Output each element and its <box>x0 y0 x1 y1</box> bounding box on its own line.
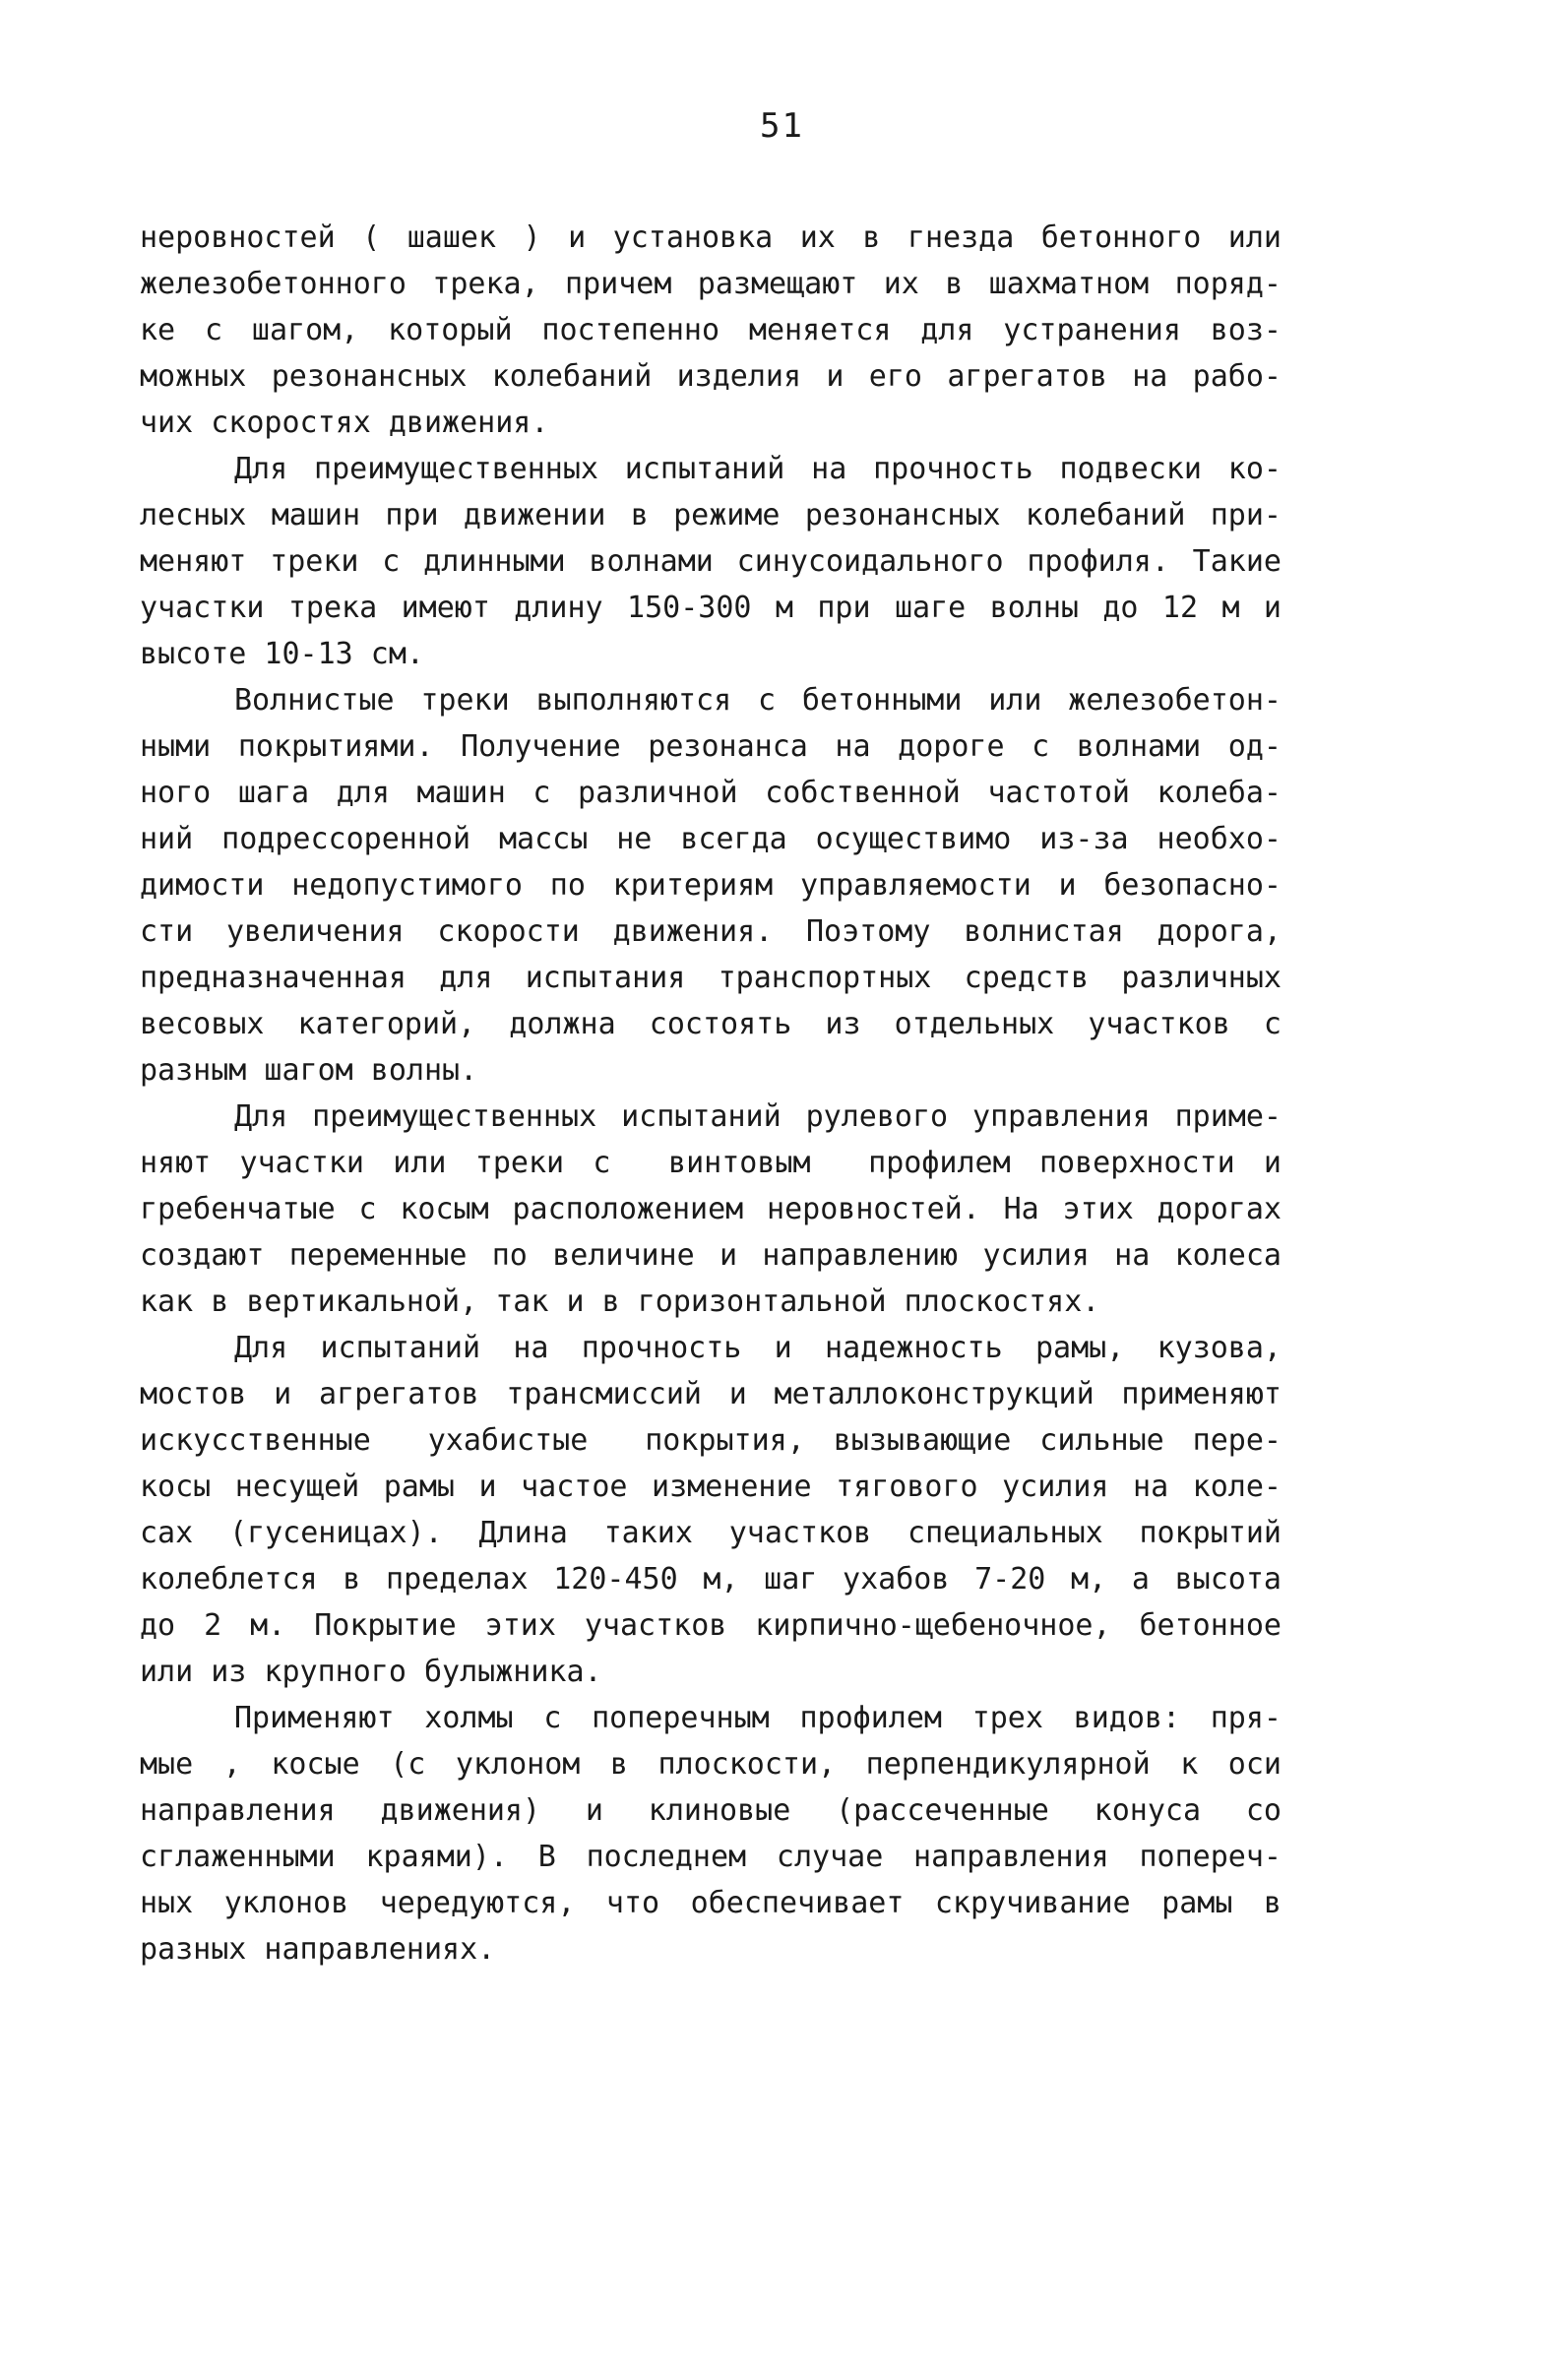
text-line: или из крупного булыжника. <box>140 1655 602 1689</box>
text-line: Для испытаний на прочность и надежность рамы, кузова, <box>234 1331 1282 1365</box>
text-line: высоте 10-13 см. <box>140 637 424 671</box>
text-line: гребенчатые с косым расположением неровностей. На этих дорогах <box>140 1192 1282 1226</box>
text-line: Применяют холмы с поперечным профилем трех видов: пря- <box>234 1701 1282 1735</box>
paragraph <box>140 1325 1282 1695</box>
paragraph <box>140 677 1282 1094</box>
text-line: ными покрытиями. Получение резонанса на дороге с волнами од- <box>140 729 1282 764</box>
text-line: как в вертикальной, так и в горизонтальной плоскостях. <box>140 1284 1100 1319</box>
text-line: неровностей ( шашек ) и установка их в гнезда бетонного или <box>140 220 1282 255</box>
text-line: косы несущей рамы и частое изменение тягового усилия на коле- <box>140 1470 1282 1504</box>
text-line: ний подрессоренной массы не всегда осуществимо из-за необхо- <box>140 822 1282 856</box>
text-line: направления движения) и клиновые (рассеченные конуса со <box>140 1793 1282 1828</box>
text-line: ных уклонов чередуются, что обеспечивает скручивание рамы в <box>140 1886 1282 1920</box>
text-line: мые , косые (с уклоном в плоскости, перпендикулярной к оси <box>140 1747 1282 1782</box>
text-line: разных направлениях. <box>140 1932 496 1967</box>
text-line: предназначенная для испытания транспортных средств различных <box>140 961 1282 995</box>
text-line: можных резонансных колебаний изделия и его агрегатов на рабо- <box>140 359 1282 394</box>
text-line: искусственные ухабистые покрытия, вызывающие сильные пере- <box>140 1423 1282 1458</box>
text-line: колеблется в пределах 120-450 м, шаг ухабов 7-20 м, а высота <box>140 1562 1282 1597</box>
text-line: сти увеличения скорости движения. Поэтому волнистая дорога, <box>140 914 1282 949</box>
text-line: лесных машин при движении в режиме резонансных колебаний при- <box>140 498 1282 532</box>
text-line: участки трека имеют длину 150-300 м при шаге волны до 12 м и <box>140 591 1282 625</box>
paragraph <box>140 215 1282 446</box>
text-line: сглаженными краями). В последнем случае направления попереч- <box>140 1840 1282 1874</box>
text-line: Для преимущественных испытаний рулевого управления приме- <box>234 1099 1282 1134</box>
text-line: до 2 м. Покрытие этих участков кирпично-щебеночное, бетонное <box>140 1608 1282 1643</box>
paragraph <box>140 446 1282 677</box>
text-line: создают переменные по величине и направлению усилия на колеса <box>140 1238 1282 1273</box>
text-line: меняют треки с длинными волнами синусоидального профиля. Такие <box>140 544 1282 579</box>
page-number: 51 <box>760 106 804 146</box>
text-line: димости недопустимого по критериям управляемости и безопасно- <box>140 868 1282 903</box>
text-line: мостов и агрегатов трансмиссий и металлоконструкций применяют <box>140 1377 1282 1411</box>
text-line: железобетонного трека, причем размещают их в шахматном поряд- <box>140 267 1282 301</box>
text-line: Для преимущественных испытаний на прочность подвески ко- <box>234 452 1282 486</box>
text-line: Волнистые треки выполняются с бетонными или железобетон- <box>234 683 1282 718</box>
text-line: няют участки или треки с винтовым профилем поверхности и <box>140 1146 1282 1180</box>
text-body <box>140 215 1282 1973</box>
text-line: ке с шагом, который постепенно меняется для устранения воз- <box>140 313 1282 347</box>
text-line: чих скоростях движения. <box>140 406 549 440</box>
text-line: ного шага для машин с различной собственной частотой колеба- <box>140 776 1282 810</box>
text-line: разным шагом волны. <box>140 1053 478 1088</box>
text-line: весовых категорий, должна состоять из отдельных участков с <box>140 1007 1282 1041</box>
text-line: сах (гусеницах). Длина таких участков специальных покрытий <box>140 1516 1282 1550</box>
paragraph <box>140 1094 1282 1325</box>
paragraph <box>140 1695 1282 1973</box>
